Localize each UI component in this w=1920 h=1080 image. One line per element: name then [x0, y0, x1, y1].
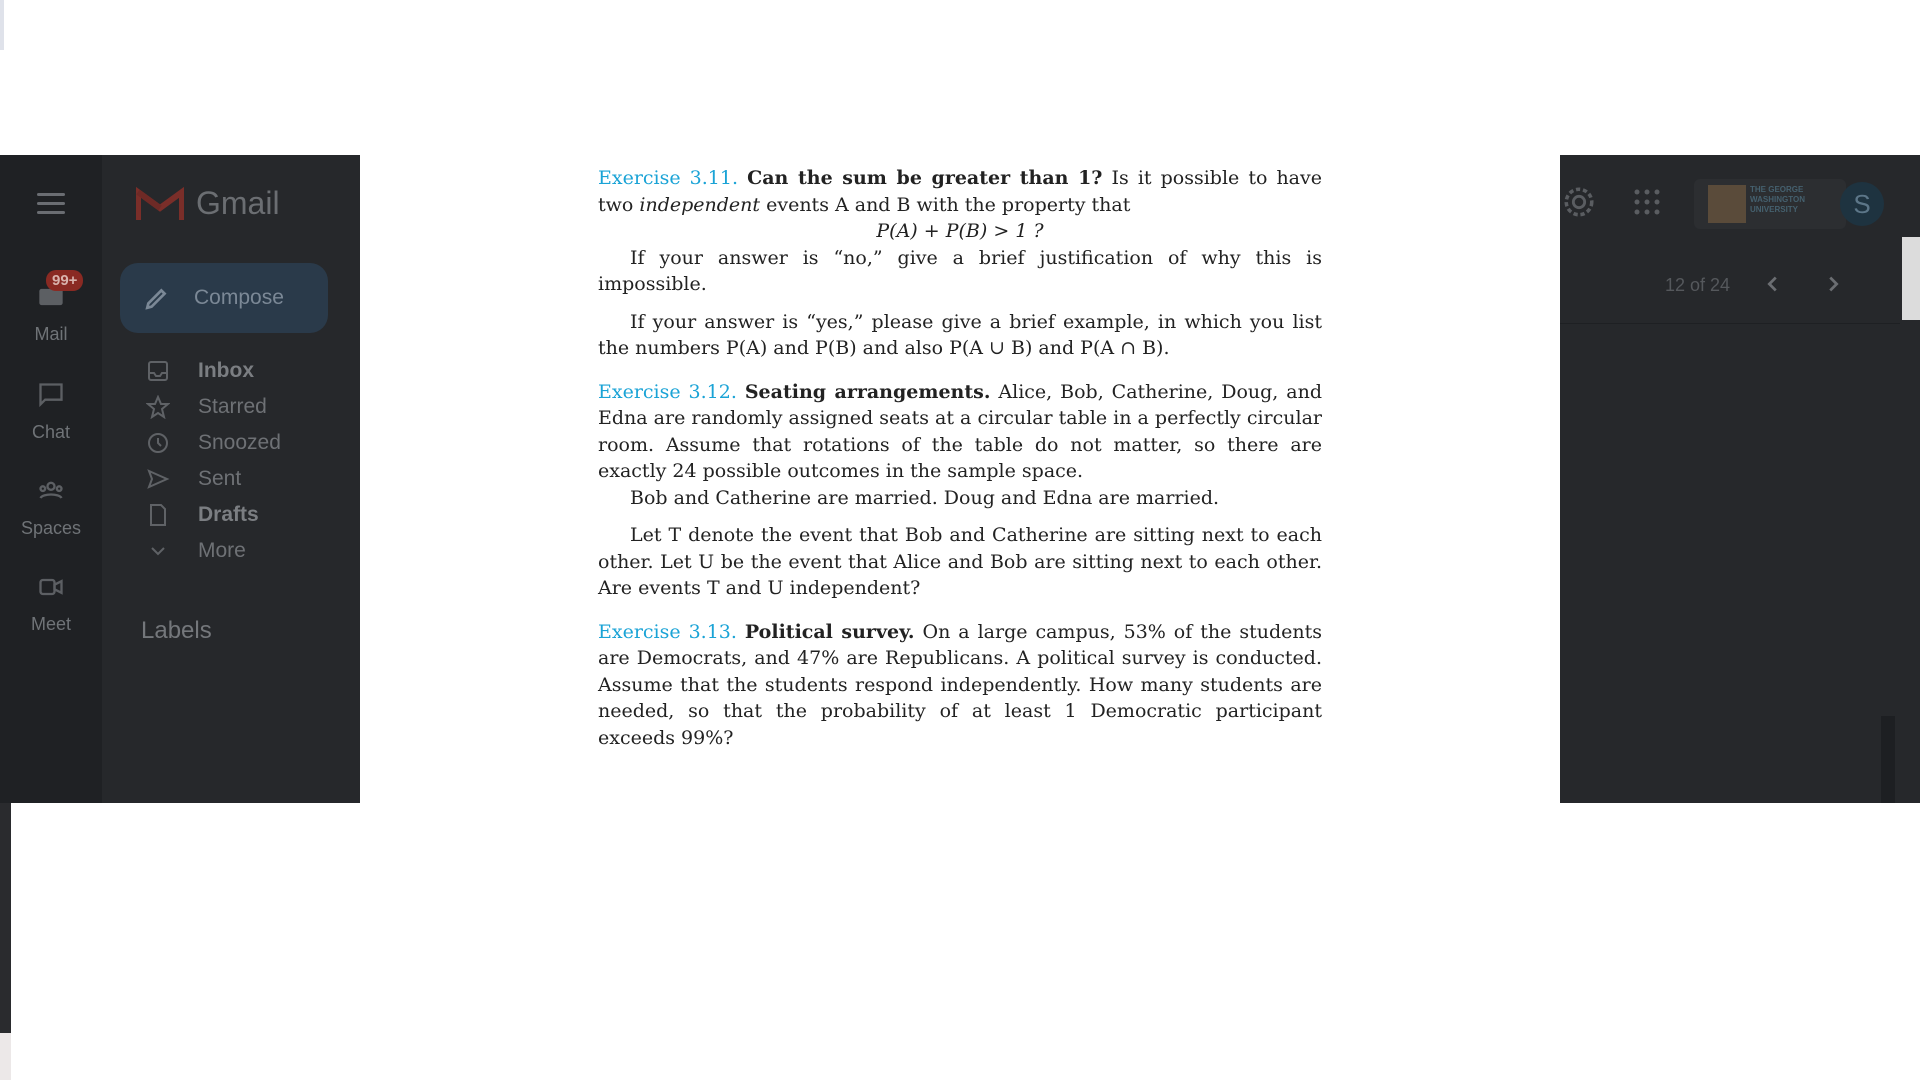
org-logo-text: THE GEORGE WASHINGTON UNIVERSITY — [1750, 185, 1805, 214]
next-page-icon[interactable] — [1822, 273, 1844, 295]
meet-icon — [37, 573, 65, 601]
exercise-paragraph: Bob and Catherine are married. Doug and Edna are married. — [630, 486, 1220, 509]
unread-badge: 99+ — [46, 270, 83, 291]
exercise-number: Exercise 3.12. — [598, 380, 737, 403]
rail-mail[interactable] — [0, 283, 102, 345]
rail-mail-label: Mail — [34, 324, 68, 344]
chevron-down-icon — [146, 539, 170, 563]
rail-chat[interactable] — [0, 381, 102, 443]
exercise-title: Political survey. — [744, 620, 915, 643]
left-edge-strip-lower — [0, 1033, 11, 1080]
exercise-3-12 — [598, 379, 1322, 485]
exercise-formula: P(A) + P(B) > 1 ? — [876, 220, 1044, 242]
org-account-chip[interactable] — [1694, 179, 1846, 229]
chat-icon — [37, 381, 65, 409]
exercise-paragraph: If your answer is “no,” give a brief justification of why this is impossible. — [598, 246, 1322, 295]
gmail-m-icon — [136, 186, 184, 222]
pagination-count: 12 of 24 — [1665, 275, 1731, 295]
exercise-text-italic: independent — [639, 193, 761, 216]
exercise-number: Exercise 3.13. — [598, 620, 737, 643]
document-page — [360, 155, 1560, 803]
exercise-paragraph: If your answer is “yes,” please give a brief example, in which you list the numbers P(A) and P(B) and also P(A ∪ B) and P(A ∩ B). — [598, 310, 1322, 359]
exercise-3-11 — [598, 165, 1322, 218]
draft-icon — [146, 503, 170, 527]
toolbar-divider — [1560, 323, 1900, 324]
exercise-text: Is it possible to have two — [598, 167, 1322, 216]
exercise-title: Seating arrangements. — [744, 380, 991, 403]
nav-starred-label: Starred — [198, 395, 267, 418]
scrollbar-track — [1881, 716, 1895, 803]
clock-icon — [146, 431, 170, 455]
nav-drafts-label: Drafts — [198, 503, 259, 526]
mail-nav — [146, 353, 281, 569]
inbox-icon — [146, 359, 170, 383]
left-edge-strip — [0, 803, 11, 1033]
pencil-icon — [144, 285, 170, 311]
account-avatar[interactable]: S — [1840, 182, 1884, 226]
gmail-wordmark: Gmail — [196, 185, 280, 221]
exercise-text: On a large campus, 53% of the students are Democrats, and 47% are Republicans. A political survey is conducted. Assume that the students respond independently. How many students are needed, so that the probability of at least 1 Democratic participant exceeds 99%? — [598, 620, 1322, 749]
nav-snoozed[interactable] — [146, 425, 281, 461]
nav-starred[interactable] — [146, 389, 281, 425]
rail-chat-label: Chat — [31, 422, 71, 442]
labels-header: Labels — [141, 617, 212, 644]
exercise-text: Alice, Bob, Catherine, Doug, and Edna are randomly assigned seats at a circular table in a perfectly circular room. Assume that rotations of the table do not matter, so there are exactly 24 possible outcomes in the sample space. — [598, 380, 1322, 482]
rail-meet-label: Meet — [30, 614, 72, 634]
app-rail — [0, 155, 102, 803]
exercise-title: Can the sum be greater than 1? — [747, 167, 1103, 189]
nav-more[interactable] — [146, 533, 281, 569]
main-menu-icon[interactable] — [37, 193, 65, 215]
spaces-icon — [37, 477, 65, 505]
exercise-text-cont: events A and B with the property that — [766, 193, 1131, 216]
prev-page-icon[interactable] — [1762, 273, 1784, 295]
nav-sent-label: Sent — [198, 467, 242, 490]
compose-button[interactable] — [120, 263, 328, 333]
nav-more-label: More — [198, 539, 246, 562]
rail-spaces[interactable] — [0, 477, 102, 539]
settings-gear-icon[interactable] — [1562, 185, 1596, 219]
nav-sent[interactable] — [146, 461, 281, 497]
apps-grid-icon[interactable] — [1632, 187, 1662, 217]
gmail-logo[interactable] — [136, 185, 280, 222]
exercise-number: Exercise 3.11. — [598, 167, 739, 189]
nav-inbox-label: Inbox — [198, 359, 254, 382]
exercise-3-13 — [598, 619, 1322, 752]
window-edge-mark — [0, 0, 4, 50]
nav-snoozed-label: Snoozed — [198, 431, 281, 454]
rail-meet[interactable] — [0, 573, 102, 635]
send-icon — [146, 467, 170, 491]
nav-drafts[interactable] — [146, 497, 281, 533]
nav-inbox[interactable] — [146, 353, 281, 389]
org-seal-image — [1708, 185, 1746, 223]
document-body — [598, 165, 1322, 751]
compose-label: Compose — [194, 286, 284, 309]
rail-spaces-label: Spaces — [20, 518, 82, 538]
star-icon — [146, 395, 170, 419]
exercise-paragraph: Let T denote the event that Bob and Catherine are sitting next to each other. Let U be the event that Alice and Bob are sitting next to each other. Are events T and U independent? — [598, 524, 1322, 599]
scrollbar-thumb[interactable] — [1902, 237, 1920, 320]
